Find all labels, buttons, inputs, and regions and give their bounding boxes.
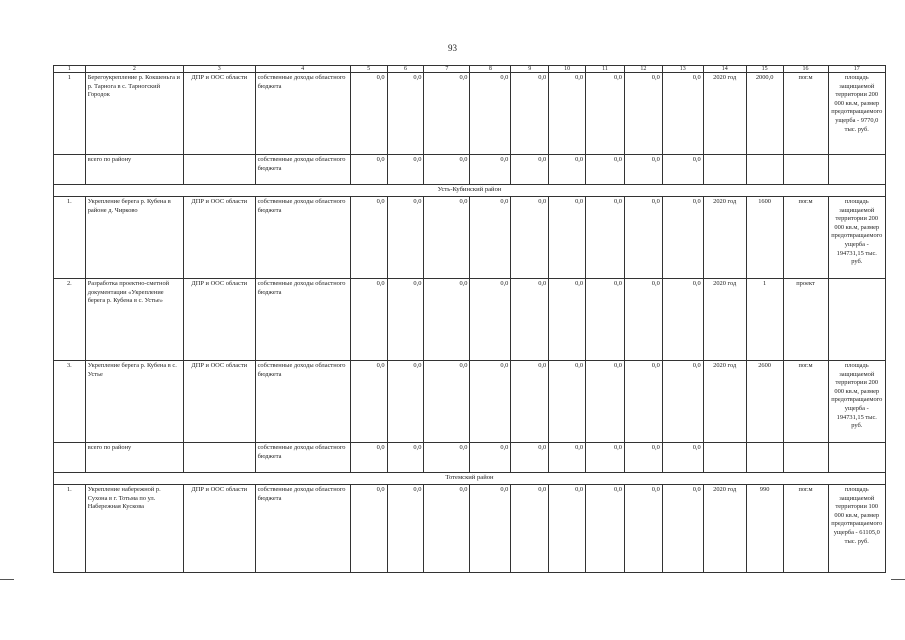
measure-name: Берегоукрепление р. Кокшеньга и р. Тарнога в с. Тарногский Городок bbox=[85, 73, 183, 155]
amount-cell: 0,0 bbox=[586, 361, 625, 443]
column-number: 17 bbox=[828, 66, 885, 73]
funding-source: собственные доходы областного бюджета bbox=[255, 443, 350, 473]
column-number: 5 bbox=[350, 66, 387, 73]
empty-cell bbox=[703, 443, 746, 473]
row-number bbox=[54, 443, 86, 473]
year: 2020 год bbox=[703, 361, 746, 443]
column-number: 2 bbox=[85, 66, 183, 73]
amount-cell: 0,0 bbox=[511, 443, 549, 473]
responsible bbox=[183, 155, 255, 185]
empty-cell bbox=[703, 155, 746, 185]
funding-source: собственные доходы областного бюджета bbox=[255, 279, 350, 361]
column-number: 8 bbox=[470, 66, 511, 73]
amount-cell: 0,0 bbox=[511, 155, 549, 185]
amount-cell: 0,0 bbox=[424, 279, 470, 361]
column-number: 15 bbox=[746, 66, 783, 73]
amount-cell: 0,0 bbox=[624, 155, 662, 185]
amount-cell: 0,0 bbox=[470, 443, 511, 473]
year: 2020 год bbox=[703, 197, 746, 279]
responsible: ДПР и ООС области bbox=[183, 73, 255, 155]
district-title: Тотемский район bbox=[54, 473, 886, 485]
amount-cell: 0,0 bbox=[424, 197, 470, 279]
program-item-row bbox=[54, 361, 886, 443]
amount-cell: 0,0 bbox=[662, 279, 703, 361]
result-note: площадь защищаемой территории 200 000 кв.м, размер предотвращаемого ущерба - 9770,0 тыс. руб. bbox=[828, 73, 885, 155]
funding-source: собственные доходы областного бюджета bbox=[255, 73, 350, 155]
column-number-row bbox=[54, 66, 886, 73]
row-number: 3. bbox=[54, 361, 86, 443]
amount-cell: 0,0 bbox=[350, 485, 387, 573]
amount-cell: 0,0 bbox=[624, 279, 662, 361]
amount-cell: 0,0 bbox=[662, 155, 703, 185]
page-edge-mark-left bbox=[0, 579, 14, 580]
amount-cell: 0,0 bbox=[350, 155, 387, 185]
amount-cell: 0,0 bbox=[549, 361, 586, 443]
amount-cell: 0,0 bbox=[549, 485, 586, 573]
empty-cell bbox=[746, 443, 783, 473]
amount-cell: 0,0 bbox=[549, 443, 586, 473]
result-note: площадь защищаемой территории 100 000 кв.м, размер предотвращаемого ущерба - 61105,0 тыс. руб. bbox=[828, 485, 885, 573]
column-number: 7 bbox=[424, 66, 470, 73]
quantity: 990 bbox=[746, 485, 783, 573]
district-total-row bbox=[54, 155, 886, 185]
responsible: ДПР и ООС области bbox=[183, 485, 255, 573]
amount-cell: 0,0 bbox=[387, 155, 424, 185]
amount-cell: 0,0 bbox=[511, 361, 549, 443]
amount-cell: 0,0 bbox=[470, 197, 511, 279]
year: 2020 год bbox=[703, 73, 746, 155]
column-number: 13 bbox=[662, 66, 703, 73]
amount-cell: 0,0 bbox=[549, 279, 586, 361]
amount-cell: 0,0 bbox=[586, 155, 625, 185]
empty-cell bbox=[828, 155, 885, 185]
result-note: площадь защищаемой территории 200 000 кв.м, размер предотвращаемого ущерба - 194731,15 тыс. руб. bbox=[828, 361, 885, 443]
amount-cell: 0,0 bbox=[424, 485, 470, 573]
funding-source: собственные доходы областного бюджета bbox=[255, 361, 350, 443]
amount-cell: 0,0 bbox=[511, 73, 549, 155]
amount-cell: 0,0 bbox=[350, 279, 387, 361]
year: 2020 год bbox=[703, 279, 746, 361]
quantity: 2600 bbox=[746, 361, 783, 443]
amount-cell: 0,0 bbox=[470, 361, 511, 443]
program-item-row bbox=[54, 485, 886, 573]
amount-cell: 0,0 bbox=[424, 155, 470, 185]
district-section-row bbox=[54, 473, 886, 485]
amount-cell: 0,0 bbox=[662, 443, 703, 473]
district-section-row bbox=[54, 185, 886, 197]
quantity: 1600 bbox=[746, 197, 783, 279]
row-number: 1. bbox=[54, 197, 86, 279]
amount-cell: 0,0 bbox=[662, 361, 703, 443]
amount-cell: 0,0 bbox=[350, 443, 387, 473]
amount-cell: 0,0 bbox=[424, 443, 470, 473]
amount-cell: 0,0 bbox=[549, 197, 586, 279]
district-title: Усть-Кубинский район bbox=[54, 185, 886, 197]
table-body bbox=[54, 66, 886, 573]
amount-cell: 0,0 bbox=[624, 197, 662, 279]
amount-cell: 0,0 bbox=[350, 197, 387, 279]
amount-cell: 0,0 bbox=[470, 279, 511, 361]
program-item-row bbox=[54, 73, 886, 155]
program-table bbox=[53, 65, 886, 573]
responsible: ДПР и ООС области bbox=[183, 197, 255, 279]
amount-cell: 0,0 bbox=[424, 361, 470, 443]
amount-cell: 0,0 bbox=[549, 73, 586, 155]
amount-cell: 0,0 bbox=[586, 279, 625, 361]
amount-cell: 0,0 bbox=[511, 485, 549, 573]
amount-cell: 0,0 bbox=[624, 443, 662, 473]
unit: пог.м bbox=[783, 197, 828, 279]
funding-source: собственные доходы областного бюджета bbox=[255, 155, 350, 185]
amount-cell: 0,0 bbox=[387, 279, 424, 361]
measure-name: Разработка проектно-сметной документации «Укрепление берега р. Кубена в с. Устье» bbox=[85, 279, 183, 361]
amount-cell: 0,0 bbox=[350, 361, 387, 443]
total-label: всего по району bbox=[85, 443, 183, 473]
amount-cell: 0,0 bbox=[624, 361, 662, 443]
amount-cell: 0,0 bbox=[387, 197, 424, 279]
amount-cell: 0,0 bbox=[470, 73, 511, 155]
total-label: всего по району bbox=[85, 155, 183, 185]
unit: проект bbox=[783, 279, 828, 361]
amount-cell: 0,0 bbox=[586, 485, 625, 573]
program-item-row bbox=[54, 197, 886, 279]
amount-cell: 0,0 bbox=[387, 485, 424, 573]
page-edge-mark-right bbox=[891, 579, 905, 580]
amount-cell: 0,0 bbox=[586, 73, 625, 155]
amount-cell: 0,0 bbox=[586, 443, 625, 473]
column-number: 12 bbox=[624, 66, 662, 73]
measure-name: Укрепление берега р. Кубена в с. Устье bbox=[85, 361, 183, 443]
amount-cell: 0,0 bbox=[511, 197, 549, 279]
unit: пог.м bbox=[783, 485, 828, 573]
responsible bbox=[183, 443, 255, 473]
amount-cell: 0,0 bbox=[662, 485, 703, 573]
measure-name: Укрепление берега р. Кубена в районе д. Чирково bbox=[85, 197, 183, 279]
row-number: 1 bbox=[54, 73, 86, 155]
amount-cell: 0,0 bbox=[470, 155, 511, 185]
column-number: 9 bbox=[511, 66, 549, 73]
result-note: площадь защищаемой территории 200 000 кв.м, размер предотвращаемого ущерба - 194731,15 тыс. руб. bbox=[828, 197, 885, 279]
result-note bbox=[828, 279, 885, 361]
column-number: 11 bbox=[586, 66, 625, 73]
amount-cell: 0,0 bbox=[624, 73, 662, 155]
measure-name: Укрепление набережной р. Сухона в г. Тотьма по ул. Набережная Кускова bbox=[85, 485, 183, 573]
column-number: 16 bbox=[783, 66, 828, 73]
amount-cell: 0,0 bbox=[387, 443, 424, 473]
page-number: 93 bbox=[448, 43, 457, 53]
funding-source: собственные доходы областного бюджета bbox=[255, 197, 350, 279]
column-number: 14 bbox=[703, 66, 746, 73]
row-number bbox=[54, 155, 86, 185]
column-number: 1 bbox=[54, 66, 86, 73]
quantity: 1 bbox=[746, 279, 783, 361]
amount-cell: 0,0 bbox=[662, 73, 703, 155]
row-number: 2. bbox=[54, 279, 86, 361]
empty-cell bbox=[828, 443, 885, 473]
year: 2020 год bbox=[703, 485, 746, 573]
unit: пог.м bbox=[783, 73, 828, 155]
amount-cell: 0,0 bbox=[586, 197, 625, 279]
amount-cell: 0,0 bbox=[424, 73, 470, 155]
program-item-row bbox=[54, 279, 886, 361]
unit: пог.м bbox=[783, 361, 828, 443]
amount-cell: 0,0 bbox=[511, 279, 549, 361]
column-number: 10 bbox=[549, 66, 586, 73]
empty-cell bbox=[746, 155, 783, 185]
amount-cell: 0,0 bbox=[350, 73, 387, 155]
amount-cell: 0,0 bbox=[624, 485, 662, 573]
district-total-row bbox=[54, 443, 886, 473]
amount-cell: 0,0 bbox=[662, 197, 703, 279]
responsible: ДПР и ООС области bbox=[183, 361, 255, 443]
amount-cell: 0,0 bbox=[549, 155, 586, 185]
empty-cell bbox=[783, 443, 828, 473]
quantity: 2000,0 bbox=[746, 73, 783, 155]
empty-cell bbox=[783, 155, 828, 185]
funding-source: собственные доходы областного бюджета bbox=[255, 485, 350, 573]
row-number: 1. bbox=[54, 485, 86, 573]
responsible: ДПР и ООС области bbox=[183, 279, 255, 361]
column-number: 4 bbox=[255, 66, 350, 73]
amount-cell: 0,0 bbox=[470, 485, 511, 573]
amount-cell: 0,0 bbox=[387, 73, 424, 155]
column-number: 3 bbox=[183, 66, 255, 73]
amount-cell: 0,0 bbox=[387, 361, 424, 443]
column-number: 6 bbox=[387, 66, 424, 73]
